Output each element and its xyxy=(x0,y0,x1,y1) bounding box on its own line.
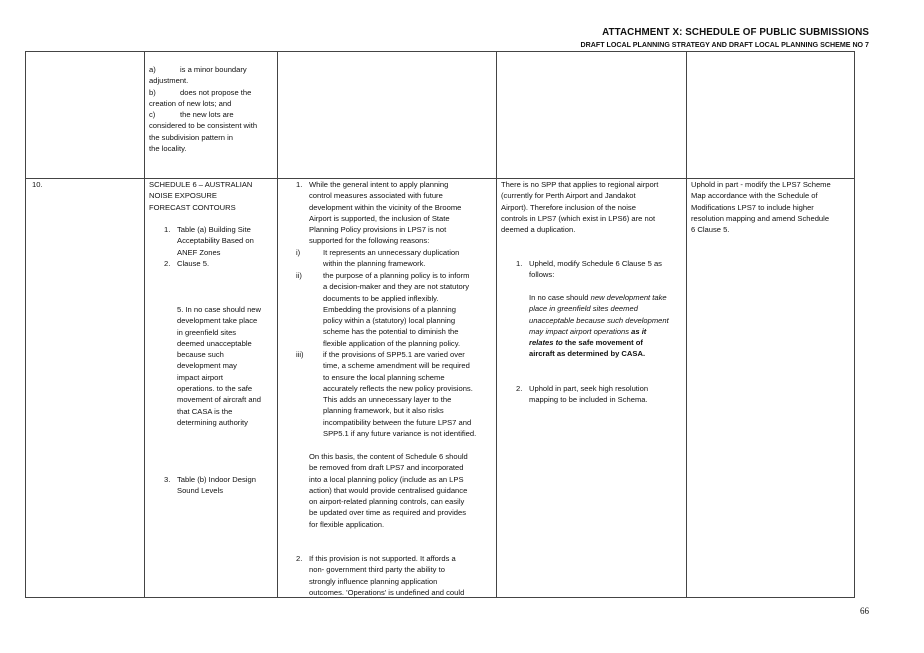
reason-i: i) It represents an unnecessary duplication within the planning framework. xyxy=(296,248,460,269)
item-table-a: 1. Table (a) Building Site Acceptability Based on ANEF Zones xyxy=(164,225,254,257)
reason-ii: ii) the purpose of a planning policy is to inform a decision-maker and they are not statutory documents to be applied inflexibly. Embedding the provisions of a planning policy within a (statutory) local planning scheme has the potential to diminish the flexible application of the planning policy. xyxy=(296,271,470,348)
basis-paragraph: On this basis, the content of Schedule 6 should be removed from draft LPS7 and incorporated into a local planning policy (include as an LPS action) that would provide centralised guidance on airport-related planning controls, can easily be updated over time as required and provides for flexible application. xyxy=(309,452,468,529)
header-subtitle: DRAFT LOCAL PLANNING STRATEGY AND DRAFT LOCAL PLANNING SCHEME NO 7 xyxy=(580,41,869,49)
item-clause-5: 2. Clause 5. xyxy=(164,259,210,268)
schedule-6-heading: SCHEDULE 6 – AUSTRALIAN NOISE EXPOSURE FORECAST CONTOURS xyxy=(149,180,253,212)
recommendation-summary: Uphold in part - modify the LPS7 Scheme Map accordance with the Schedule of Modifications LPS7 to include higher resolution mapping and amend Schedule 6 Clause 5. xyxy=(691,180,831,235)
continued-row-criteria: a) is a minor boundary adjustment. b) does not propose the creation of new lots; and c) the new lots are considered to be consistent with the subdivision pattern in the locality. xyxy=(149,65,258,154)
recommendation-2: 2. Uphold in part, seek high resolution mapping to be included in Schema. xyxy=(516,384,649,405)
reason-iii: iii) if the provisions of SPP5.1 are varied over time, a scheme amendment will be required to ensure the local planning scheme accurately reflects the new policy provisions. This adds an unnecessary layer to the planning framework, but it also risks incompatibility between the future LPS7 and SPP5.1 if any future variance is not identified. xyxy=(296,350,477,439)
header-title: ATTACHMENT X: SCHEDULE OF PUBLIC SUBMISSIONS xyxy=(602,27,869,38)
submissions-table xyxy=(25,51,855,598)
modified-clause-5: In no case should new development take place in greenfield sites deemed unacceptable because such development may impact airport operations as it relates to the safe movement of aircraft as determined by CASA. xyxy=(529,293,669,359)
recommendation-1: 1. Upheld, modify Schedule 6 Clause 5 as follows: xyxy=(516,259,662,280)
item-table-b: 3. Table (b) Indoor Design Sound Levels xyxy=(164,475,256,496)
submission-point-2: 2. If this provision is not supported. It affords a non- government third party the ability to strongly influence planning application outcomes. 'Operations' is undefined and could xyxy=(296,554,465,597)
page-number: 66 xyxy=(860,606,869,616)
submission-number: 10. xyxy=(32,180,43,189)
clause-5-text: 5. In no case should new development take place in greenfield sites deemed unacceptable because such development may impact airport operations. to the safe movement of aircraft and that CASA is the determining authority xyxy=(177,305,262,427)
officer-comment-intro: There is no SPP that applies to regional airport (currently for Perth Airport and Jandakot Airport). Therefore inclusion of the noise controls in LPS7 (which exist in LPS6) are not deemed a duplication. xyxy=(501,180,659,235)
submission-point-1: 1. While the general intent to apply planning control measures associated with future development within the vicinity of the Broome Airport is supported, the inclusion of State Planning Policy provisions in LPS7 is not supported for the following reasons: xyxy=(296,180,462,246)
